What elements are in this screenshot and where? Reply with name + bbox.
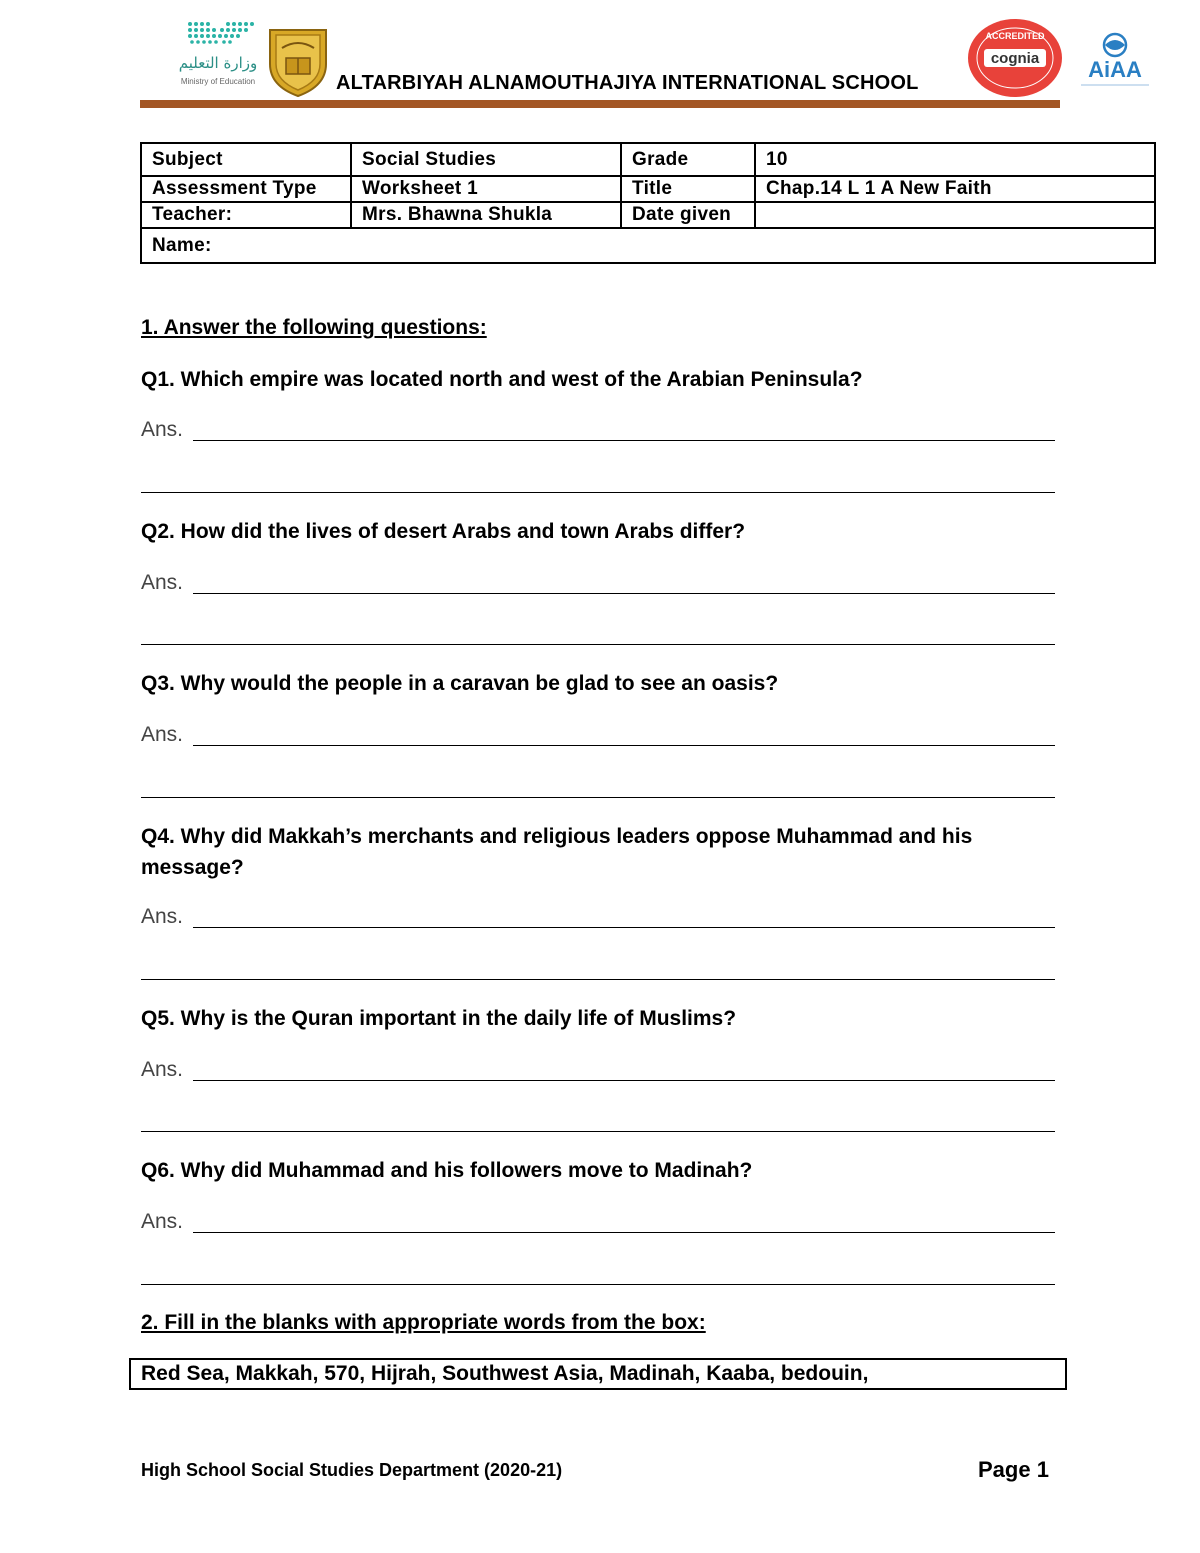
svg-text:cognia: cognia (990, 50, 1040, 67)
date-given-field[interactable] (755, 202, 1155, 228)
question-1: Q1. Which empire was located north and west of the Arabian Peninsula? (141, 368, 863, 391)
question-2: Q2. How did the lives of desert Arabs and town Arabs differ? (141, 520, 746, 543)
aiaa-logo (1075, 30, 1155, 90)
student-name-field[interactable]: Name: (141, 228, 1155, 263)
page-number: Page 1 (978, 1457, 1049, 1482)
svg-text:ACCREDITED: ACCREDITED (985, 31, 1045, 41)
grade-label: Grade (621, 143, 755, 176)
assessment-type-value: Worksheet 1 (351, 176, 621, 202)
answer-4-label: Ans. (141, 905, 184, 928)
school-name: ALTARBIYAH ALNAMOUTHAJIYA INTERNATIONAL SCHOOL (336, 72, 919, 94)
cognia-accreditation-logo (966, 17, 1064, 99)
assessment-info-table (140, 142, 1156, 264)
answer-3-line-1[interactable] (193, 745, 1055, 746)
grade-value: 10 (755, 143, 1155, 176)
answer-5-line-2[interactable] (141, 1131, 1055, 1132)
answer-2-line-2[interactable] (141, 644, 1055, 645)
answer-4-line-2[interactable] (141, 979, 1055, 980)
answer-5-line-1[interactable] (193, 1080, 1055, 1081)
title-label: Title (621, 176, 755, 202)
question-4: Q4. Why did Makkah’s merchants and religious leaders oppose Muhammad and his message? (141, 825, 973, 879)
question-5: Q5. Why is the Quran important in the daily life of Muslims? (141, 1007, 737, 1030)
subject-value: Social Studies (351, 143, 621, 176)
teacher-value: Mrs. Bhawna Shukla (351, 202, 621, 228)
answer-6-label: Ans. (141, 1210, 184, 1233)
svg-text:وزارة التعليم: وزارة التعليم (178, 54, 258, 72)
answer-2-label: Ans. (141, 571, 184, 594)
assessment-type-label: Assessment Type (141, 176, 351, 202)
question-3: Q3. Why would the people in a caravan be glad to see an oasis? (141, 672, 779, 695)
footer-department: High School Social Studies Department (2020-21) (141, 1460, 563, 1480)
answer-2-line-1[interactable] (193, 593, 1055, 594)
section-2-heading: 2. Fill in the blanks with appropriate words from the box: (141, 1311, 706, 1334)
answer-5-label: Ans. (141, 1058, 184, 1081)
answer-3-label: Ans. (141, 723, 184, 746)
answer-1-line-2[interactable] (141, 492, 1055, 493)
svg-text:AiAA: AiAA (1088, 57, 1142, 82)
question-6: Q6. Why did Muhammad and his followers move to Madinah? (141, 1159, 753, 1182)
answer-6-line-2[interactable] (141, 1284, 1055, 1285)
teacher-label: Teacher: (141, 202, 351, 228)
subject-label: Subject (141, 143, 351, 176)
section-1-heading: 1. Answer the following questions: (141, 316, 487, 339)
answer-1-label: Ans. (141, 418, 184, 441)
word-bank-box: Red Sea, Makkah, 570, Hijrah, Southwest Asia, Madinah, Kaaba, bedouin, (129, 1358, 1067, 1390)
header-divider (140, 100, 1060, 108)
ministry-of-education-logo (178, 16, 258, 92)
school-crest-logo (264, 24, 332, 98)
answer-3-line-2[interactable] (141, 797, 1055, 798)
answer-6-line-1[interactable] (193, 1232, 1055, 1233)
svg-text:Ministry of Education: Ministry of Education (180, 77, 256, 86)
date-given-label: Date given (621, 202, 755, 228)
title-value: Chap.14 L 1 A New Faith (755, 176, 1155, 202)
answer-1-line-1[interactable] (193, 440, 1055, 441)
answer-4-line-1[interactable] (193, 927, 1055, 928)
